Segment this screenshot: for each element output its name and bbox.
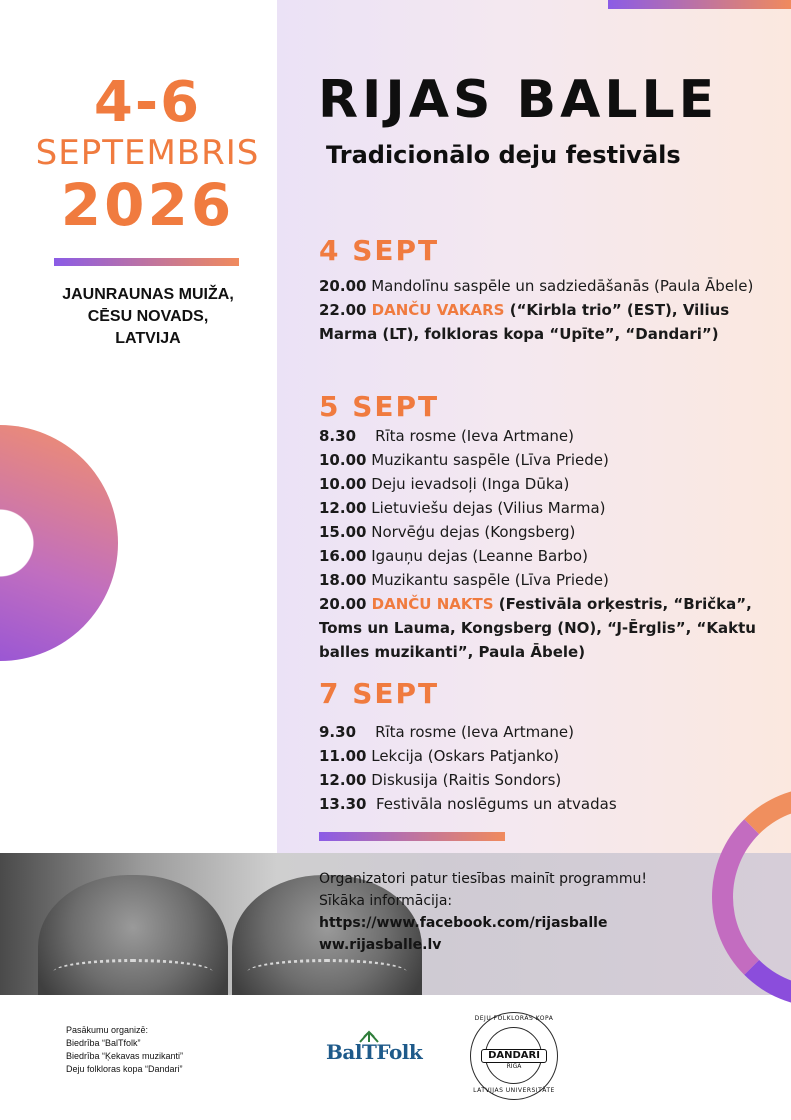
baltfolk-logo-text: BalTFolk xyxy=(326,1040,423,1064)
decorative-ring-left xyxy=(0,425,118,661)
event-text: Igauņu dejas (Leanne Barbo) xyxy=(366,547,588,565)
event-item xyxy=(319,472,779,496)
event-text: Lietuviešu dejas (Vilius Marma) xyxy=(366,499,606,517)
day-heading: 7 SEPT xyxy=(319,677,440,710)
event-item xyxy=(319,720,779,744)
event-text: Norvēģu dejas (Kongsberg) xyxy=(366,523,576,541)
organizer-item: Deju folkloras kopa “Dandari” xyxy=(66,1064,183,1074)
event-item xyxy=(319,792,779,816)
shoe-left-image xyxy=(38,875,228,995)
day-events xyxy=(319,274,779,346)
date-days: 4-6 xyxy=(93,70,202,135)
organizer-item: Biedrība “Ķekavas muzikanti” xyxy=(66,1051,184,1061)
event-time: 15.00 xyxy=(319,523,367,541)
event-time: 22.00 xyxy=(319,301,367,319)
event-text: Muzikantu saspēle (Līva Priede) xyxy=(366,571,609,589)
dandari-logo xyxy=(470,1012,558,1100)
event-item xyxy=(319,448,779,472)
event-item xyxy=(319,568,779,592)
dandari-name: DANDARI xyxy=(481,1049,547,1063)
top-gradient-bar xyxy=(608,0,791,9)
date-month: SEPTEMBRIS xyxy=(35,133,260,173)
day-heading: 5 SEPT xyxy=(319,390,440,423)
event-time: 12.00 xyxy=(319,499,367,517)
page-subtitle: Tradicionālo deju festivāls xyxy=(326,141,681,169)
date-year: 2026 xyxy=(60,171,235,239)
event-item xyxy=(319,274,779,298)
venue-line: CĒSU NOVADS, xyxy=(87,308,209,325)
day-heading: 4 SEPT xyxy=(319,234,440,267)
event-time: 10.00 xyxy=(319,451,367,469)
event-time: 8.30 xyxy=(319,427,357,445)
event-time: 13.30 xyxy=(319,795,367,813)
left-gradient-divider xyxy=(54,258,239,266)
event-time: 16.00 xyxy=(319,547,367,565)
event-text: Mandolīnu saspēle un sadziedāšanās (Paula Ābele) xyxy=(366,277,754,295)
organizers-heading: Pasākumu organizē: xyxy=(66,1025,149,1035)
event-item xyxy=(319,520,779,544)
event-time: 9.30 xyxy=(319,723,357,741)
website-link[interactable]: ww.rijasballe.lv xyxy=(319,937,442,953)
venue-line: JAUNRAUNAS MUIŽA, xyxy=(62,286,234,303)
dandari-bottom-text: LATVIJAS UNIVERSITĀTE xyxy=(473,1087,555,1094)
event-time: 10.00 xyxy=(319,475,367,493)
date-block xyxy=(20,72,275,238)
organizers xyxy=(66,1024,266,1076)
event-text: Rīta rosme (Ieva Artmane) xyxy=(356,723,574,741)
event-performers: (Festivāla orķestris, “Brička”, Toms un Lauma, Kongsberg (NO), “J-Ērglis”, “Kaktu balles muzikanti”, Paula Ābele) xyxy=(319,595,756,661)
event-item xyxy=(319,768,779,792)
event-time: 11.00 xyxy=(319,747,367,765)
event-item xyxy=(319,298,779,346)
event-item xyxy=(319,544,779,568)
event-item xyxy=(319,744,779,768)
facebook-link[interactable]: https://www.facebook.com/rijasballe xyxy=(319,915,608,931)
page-title: RIJAS BALLE xyxy=(318,70,719,130)
event-text: Festivāla noslēgums un atvadas xyxy=(366,795,617,813)
event-text: Diskusija (Raitis Sondors) xyxy=(366,771,562,789)
event-item xyxy=(319,496,779,520)
dandari-top-text: DEJU FOLKLORAS KOPA xyxy=(474,1015,554,1022)
more-info-label: Sīkāka informācija: xyxy=(319,893,453,909)
event-time: 18.00 xyxy=(319,571,367,589)
dandari-city: RĪGA xyxy=(506,1063,522,1070)
event-item xyxy=(319,424,779,448)
event-performers: (“Kirbla trio” (EST), Vilius Marma (LT), folkloras kopa “Upīte”, “Dandari”) xyxy=(319,301,730,343)
event-item xyxy=(319,592,779,664)
event-text: Muzikantu saspēle (Līva Priede) xyxy=(366,451,609,469)
event-text: Rīta rosme (Ieva Artmane) xyxy=(356,427,574,445)
event-time: 20.00 xyxy=(319,595,367,613)
info-block xyxy=(319,868,739,956)
venue-line: LATVIJA xyxy=(115,330,181,347)
event-text: Deju ievadsoļi (Inga Dūka) xyxy=(366,475,570,493)
organizer-item: Biedrība “BalTfolk” xyxy=(66,1038,141,1048)
event-time: 20.00 xyxy=(319,277,367,295)
event-highlight: DANČU NAKTS xyxy=(366,595,494,613)
day-events xyxy=(319,720,779,816)
bottom-gradient-divider xyxy=(319,832,505,841)
notice-text: Organizatori patur tiesības mainīt programmu! xyxy=(319,871,647,887)
venue xyxy=(30,284,266,350)
event-highlight: DANČU VAKARS xyxy=(366,301,505,319)
event-time: 12.00 xyxy=(319,771,367,789)
event-text: Lekcija (Oskars Patjanko) xyxy=(366,747,560,765)
day-events xyxy=(319,424,779,664)
